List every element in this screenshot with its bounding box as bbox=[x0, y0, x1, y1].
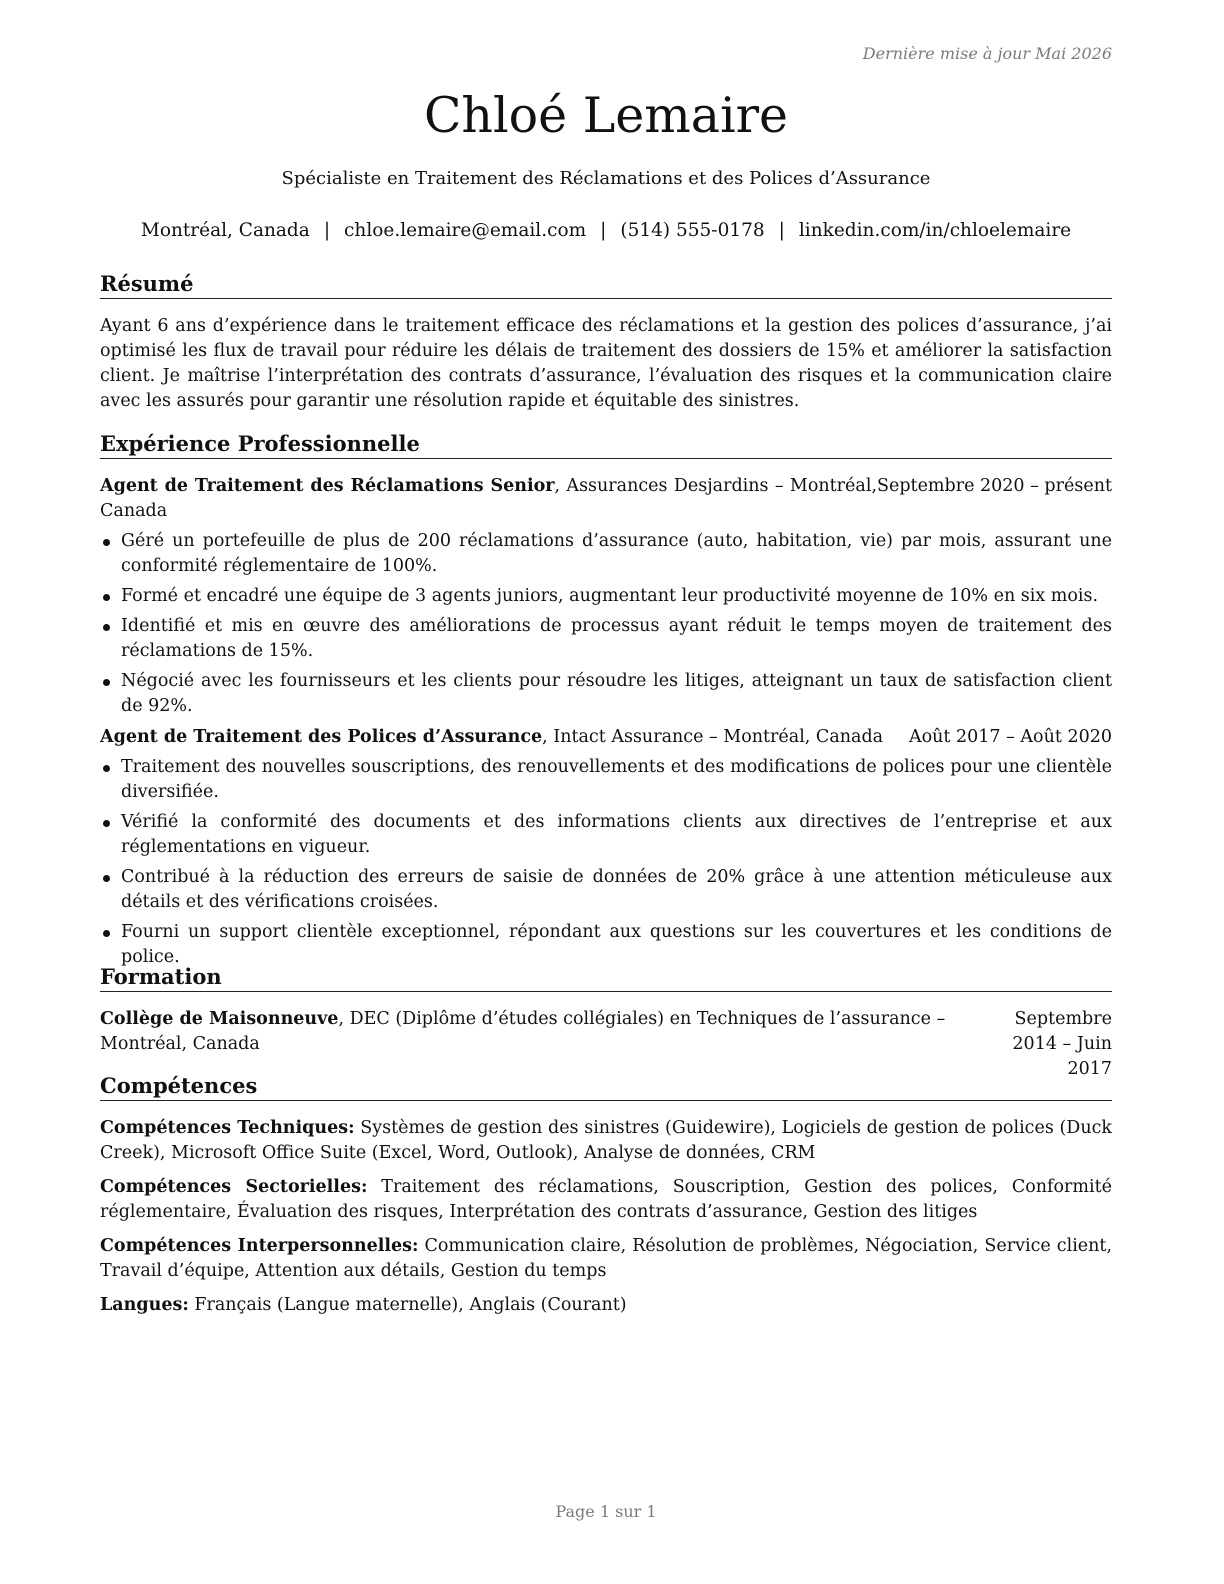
job-bullet-list bbox=[100, 755, 1112, 975]
contact-separator: | bbox=[778, 220, 785, 241]
job-dates: Août 2017 – Août 2020 bbox=[908, 727, 1112, 747]
skill-text: Traitement des réclamations, Souscription, Gestion des polices, Conformité réglementaire, Évaluation des risques, Interprétation des contrats d’assurance, Gestion des litiges bbox=[100, 1177, 1112, 1222]
candidate-name: Chloé Lemaire bbox=[423, 87, 789, 144]
last-updated: Dernière mise à jour Mai 2026 bbox=[862, 44, 1112, 63]
education-dates: Septembre 2014 – Juin 2017 bbox=[1012, 1009, 1112, 1079]
bullet-icon bbox=[103, 765, 110, 772]
bullet-icon bbox=[103, 875, 110, 882]
job-bullet-list bbox=[100, 529, 1112, 724]
education-heading: Formation bbox=[100, 964, 1112, 992]
contact-email[interactable]: chloe.lemaire@email.com bbox=[344, 220, 587, 241]
bullet-text: Vérifié la conformité des documents et des informations clients aux directives de l’entreprise et aux réglementations en vigueur. bbox=[121, 812, 1112, 857]
bullet-icon bbox=[103, 594, 110, 601]
list-item bbox=[100, 865, 1112, 915]
job-role: Agent de Traitement des Réclamations Senior bbox=[100, 476, 555, 496]
bullet-text: Traitement des nouvelles souscriptions, des renouvellements et des modifications de polices pour une clientèle diversifiée. bbox=[121, 757, 1112, 802]
contact-location: Montréal, Canada bbox=[140, 220, 310, 241]
resume-page bbox=[100, 0, 1112, 1584]
bullet-icon bbox=[103, 930, 110, 937]
bullet-text: Contribué à la réduction des erreurs de saisie de données de 20% grâce à une attention méticuleuse aux détails et des vérifications croisées. bbox=[121, 867, 1112, 912]
skill-text: Français (Langue maternelle), Anglais (Courant) bbox=[188, 1295, 627, 1315]
summary-heading: Résumé bbox=[100, 271, 1112, 299]
job-company: , Assurances Desjardins – Montréal, Canada bbox=[100, 476, 878, 521]
list-item bbox=[100, 584, 1112, 609]
list-item bbox=[100, 755, 1112, 805]
skill-label: Compétences Sectorielles: bbox=[100, 1177, 368, 1197]
bullet-text: Négocié avec les fournisseurs et les clients pour résoudre les litiges, atteignant un taux de satisfaction client de 92%. bbox=[121, 671, 1112, 716]
bullet-icon bbox=[103, 820, 110, 827]
contact-separator: | bbox=[323, 220, 331, 241]
list-item bbox=[100, 529, 1112, 579]
bullet-text: Identifié et mis en œuvre des améliorations de processus ayant réduit le temps moyen de traitement des réclamations de 15%. bbox=[121, 616, 1112, 661]
bullet-icon bbox=[103, 679, 110, 686]
skill-text: Communication claire, Résolution de problèmes, Négociation, Service client, Travail d’équipe, Attention aux détails, Gestion du temps bbox=[100, 1236, 1113, 1281]
summary-text: Ayant 6 ans d’expérience dans le traitement efficace des réclamations et la gestion des polices d’assurance, j’ai optimisé les flux de travail pour réduire les délais de traitement des dossiers de 15% et améliorer la satisfaction client. Je maîtrise l’interprétation des contrats d’assurance, l’évaluation des risques et la communication claire avec les assurés pour garantir une résolution rapide et équitable des sinistres. bbox=[100, 316, 1112, 411]
experience-heading: Expérience Professionnelle bbox=[100, 431, 1112, 459]
list-item bbox=[100, 810, 1112, 860]
education-degree: , DEC (Diplôme d’études collégiales) en Techniques de l’assurance – Montréal, Canada bbox=[100, 1009, 946, 1054]
list-item bbox=[100, 669, 1112, 719]
skill-row bbox=[100, 1234, 1112, 1284]
skill-label: Compétences Techniques: bbox=[100, 1118, 355, 1138]
education-school: Collège de Maisonneuve bbox=[100, 1009, 339, 1029]
skill-row bbox=[100, 1116, 1112, 1166]
skill-label: Langues: bbox=[100, 1295, 189, 1315]
skill-row bbox=[100, 1293, 1112, 1318]
education-details bbox=[100, 1007, 980, 1057]
skills-heading: Compétences bbox=[100, 1073, 1112, 1101]
contact-line bbox=[100, 218, 1112, 244]
bullet-text: Formé et encadré une équipe de 3 agents juniors, augmentant leur productivité moyenne de 10% en six mois. bbox=[121, 586, 1099, 606]
bullet-icon bbox=[103, 624, 110, 631]
job-company: , Intact Assurance – Montréal, Canada bbox=[542, 727, 884, 747]
bullet-icon bbox=[103, 539, 110, 546]
skill-label: Compétences Interpersonnelles: bbox=[100, 1236, 419, 1256]
skill-row bbox=[100, 1175, 1112, 1225]
contact-phone: (514) 555-0178 bbox=[620, 220, 765, 241]
job-role: Agent de Traitement des Polices d’Assurance bbox=[100, 727, 543, 747]
list-item bbox=[100, 920, 1112, 970]
bullet-text: Géré un portefeuille de plus de 200 réclamations d’assurance (auto, habitation, vie) par mois, assurant une conformité réglementaire de 100%. bbox=[121, 531, 1112, 576]
job-header bbox=[100, 474, 1112, 524]
candidate-headline: Spécialiste en Traitement des Réclamations et des Polices d’Assurance bbox=[281, 168, 931, 189]
skill-text: Systèmes de gestion des sinistres (Guidewire), Logiciels de gestion de polices (Duck Creek), Microsoft Office Suite (Excel, Word, Outlook), Analyse de données, CRM bbox=[100, 1118, 1113, 1163]
contact-linkedin[interactable]: linkedin.com/in/chloelemaire bbox=[798, 220, 1072, 241]
job-dates: Septembre 2020 – présent bbox=[877, 476, 1112, 496]
bullet-text: Fourni un support clientèle exceptionnel, répondant aux questions sur les couvertures et les conditions de police. bbox=[121, 922, 1112, 967]
contact-separator: | bbox=[600, 220, 607, 241]
job-header bbox=[100, 725, 1112, 750]
page-number: Page 1 sur 1 bbox=[555, 1502, 657, 1521]
list-item bbox=[100, 614, 1112, 664]
